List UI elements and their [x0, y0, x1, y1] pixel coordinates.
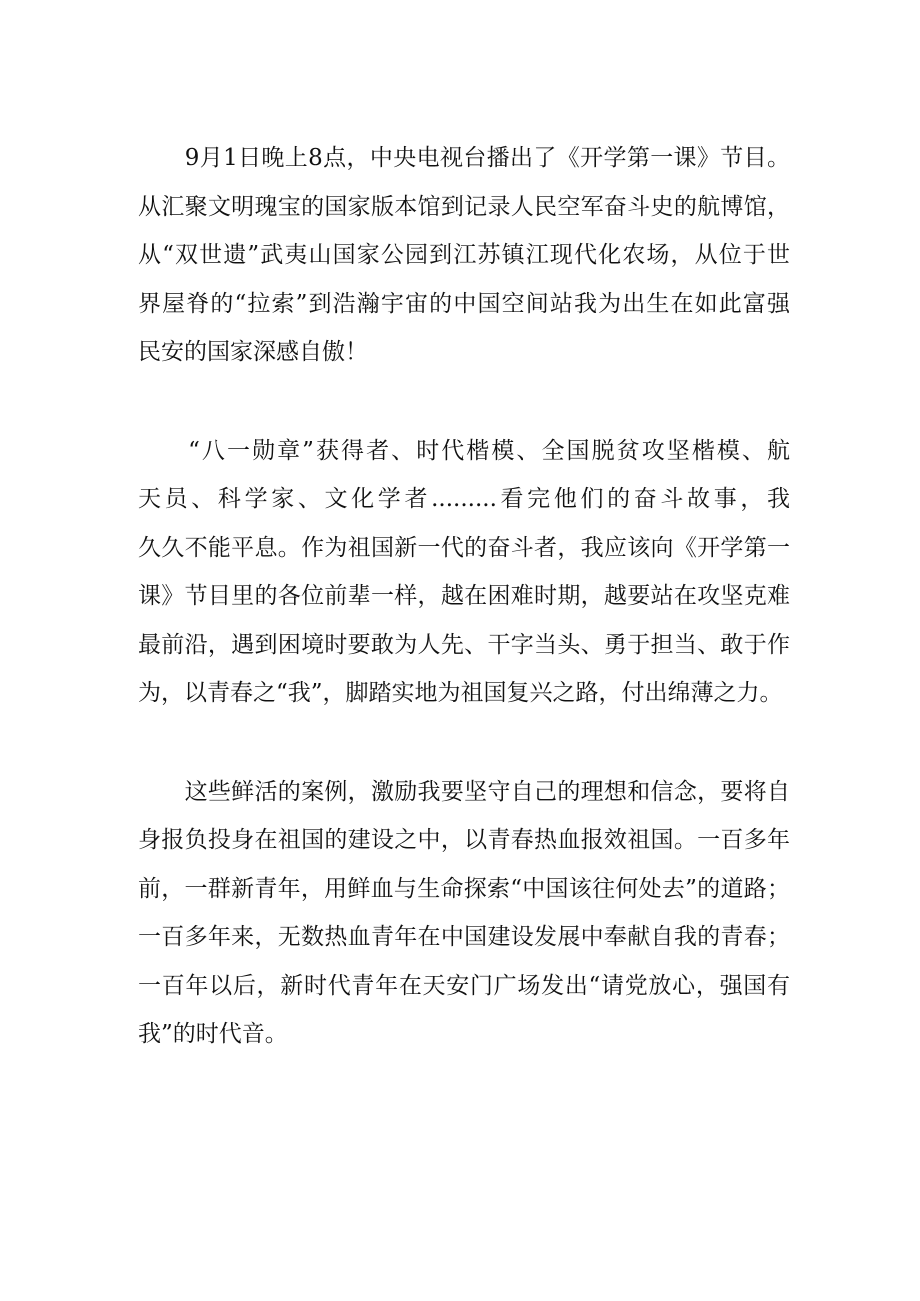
paragraph-line: 9月1日晚上8点，中央电视台播出了《开学第一课》节目。	[138, 145, 790, 171]
paragraph-line: 前，一群新青年，用鲜血与生命探索“中国该往何处去”的道路；	[138, 875, 790, 902]
document-body	[138, 134, 790, 1059]
paragraph-3	[138, 768, 790, 1059]
paragraph-line: 我”的时代音。	[138, 1021, 288, 1047]
paragraph-line: 界屋脊的“拉索”到浩瀚宇宙的中国空间站我为出生在如此富强	[138, 290, 790, 317]
paragraph-line: 天员、科学家、文化学者.........看完他们的奋斗故事，我	[138, 486, 790, 512]
paragraph-line: 一百年以后，新时代青年在天安门广场发出“请党放心，强国有	[138, 972, 790, 999]
paragraph-line: 最前沿，遇到困境时要敢为人先、干字当头、勇于担当、敢于作	[138, 631, 790, 658]
paragraph-line: 从汇聚文明瑰宝的国家版本馆到记录人民空军奋斗史的航博馆，	[138, 193, 790, 220]
paragraph-line: 一百多年来，无数热血青年在中国建设发展中奉献自我的青春；	[138, 924, 790, 950]
paragraph-line: 民安的国家深感自傲！	[138, 339, 368, 365]
paragraph-line: 为，以青春之“我”，脚踏实地为祖国复兴之路，付出绵薄之力。	[138, 680, 783, 706]
paragraph-line: 身报负投身在祖国的建设之中，以青春热血报效祖国。一百多年	[138, 827, 790, 853]
paragraph-line: “八一勋章”获得者、时代楷模、全国脱贫攻坚楷模、航	[138, 437, 790, 464]
paragraph-1	[138, 134, 790, 377]
paragraph-line: 这些鲜活的案例，激励我要坚守自己的理想和信念，要将自	[138, 778, 790, 805]
paragraph-line: 久久不能平息。作为祖国新一代的奋斗者，我应该向《开学第一	[138, 534, 790, 561]
paragraph-line: 从“双世遗”武夷山国家公园到江苏镇江现代化农场，从位于世	[138, 242, 790, 268]
paragraph-2	[138, 427, 790, 718]
paragraph-line: 课》节目里的各位前辈一样，越在困难时期，越要站在攻坚克难	[138, 583, 790, 609]
